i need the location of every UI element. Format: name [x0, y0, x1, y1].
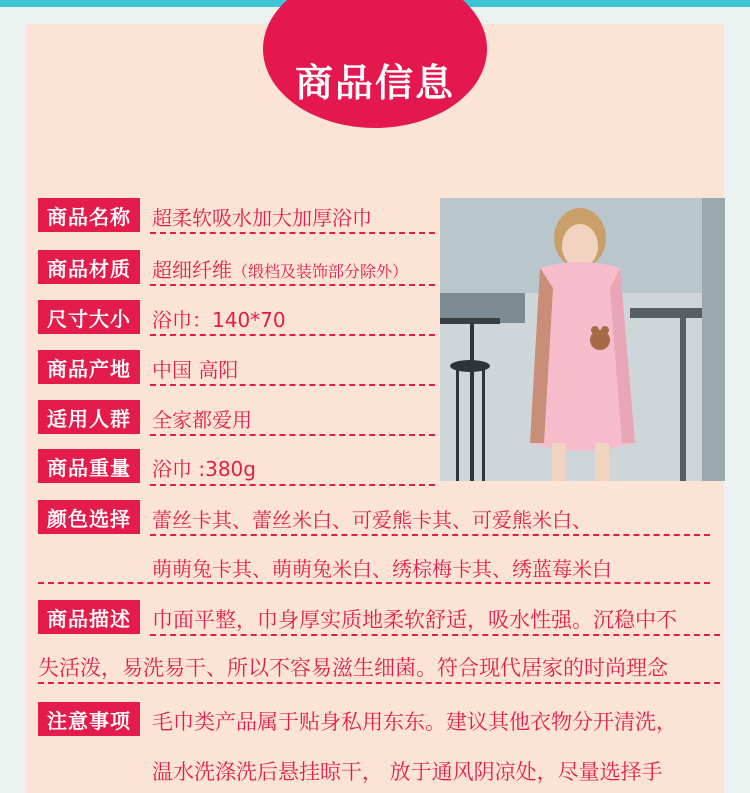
value-size: 浴巾：140*70	[152, 308, 286, 332]
divider	[150, 484, 435, 486]
value-colors-line2: 萌萌兔卡其、萌萌兔米白、绣棕梅卡其、绣蓝莓米白	[152, 557, 612, 581]
divider	[150, 284, 435, 286]
material-main: 超细纤维	[152, 258, 232, 282]
value-notice-line1: 毛巾类产品属于贴身私用东东。建议其他衣物分开清洗，	[152, 710, 677, 734]
label-name: 商品名称	[38, 198, 140, 232]
value-material	[152, 254, 408, 283]
value-origin: 中国 高阳	[152, 358, 239, 382]
label-notice: 注意事项	[38, 702, 140, 736]
label-origin: 商品产地	[38, 350, 140, 384]
value-weight: 浴巾 :380g	[152, 457, 256, 481]
value-name: 超柔软吸水加大加厚浴巾	[152, 206, 372, 230]
divider	[38, 582, 710, 584]
divider	[150, 534, 710, 536]
value-description-line2: 失活泼，易洗易干、所以不容易滋生细菌。符合现代居家的时尚理念	[38, 656, 668, 680]
label-audience: 适用人群	[38, 400, 140, 434]
page-title: 商品信息	[294, 60, 455, 105]
divider	[150, 634, 720, 636]
value-audience: 全家都爱用	[152, 408, 252, 432]
divider	[150, 384, 435, 386]
divider	[150, 334, 435, 336]
label-weight: 商品重量	[38, 449, 140, 483]
divider	[150, 434, 435, 436]
label-description: 商品描述	[38, 600, 140, 634]
divider	[38, 682, 720, 684]
divider	[150, 232, 435, 234]
value-description-line1: 巾面平整，巾身厚实质地柔软舒适，吸水性强。沉稳中不	[152, 608, 677, 632]
label-material: 商品材质	[38, 250, 140, 284]
value-colors-line1: 蕾丝卡其、蕾丝米白、可爱熊卡其、可爱熊米白、	[152, 508, 592, 532]
product-photo	[440, 198, 725, 481]
label-size: 尺寸大小	[38, 300, 140, 334]
photo-illustration	[440, 198, 725, 481]
label-colors: 颜色选择	[38, 500, 140, 534]
material-note: （缎档及装饰部分除外）	[232, 262, 409, 281]
value-notice-line2: 温水洗涤洗后悬挂晾干， 放于通风阴凉处，尽量选择手	[152, 760, 663, 784]
